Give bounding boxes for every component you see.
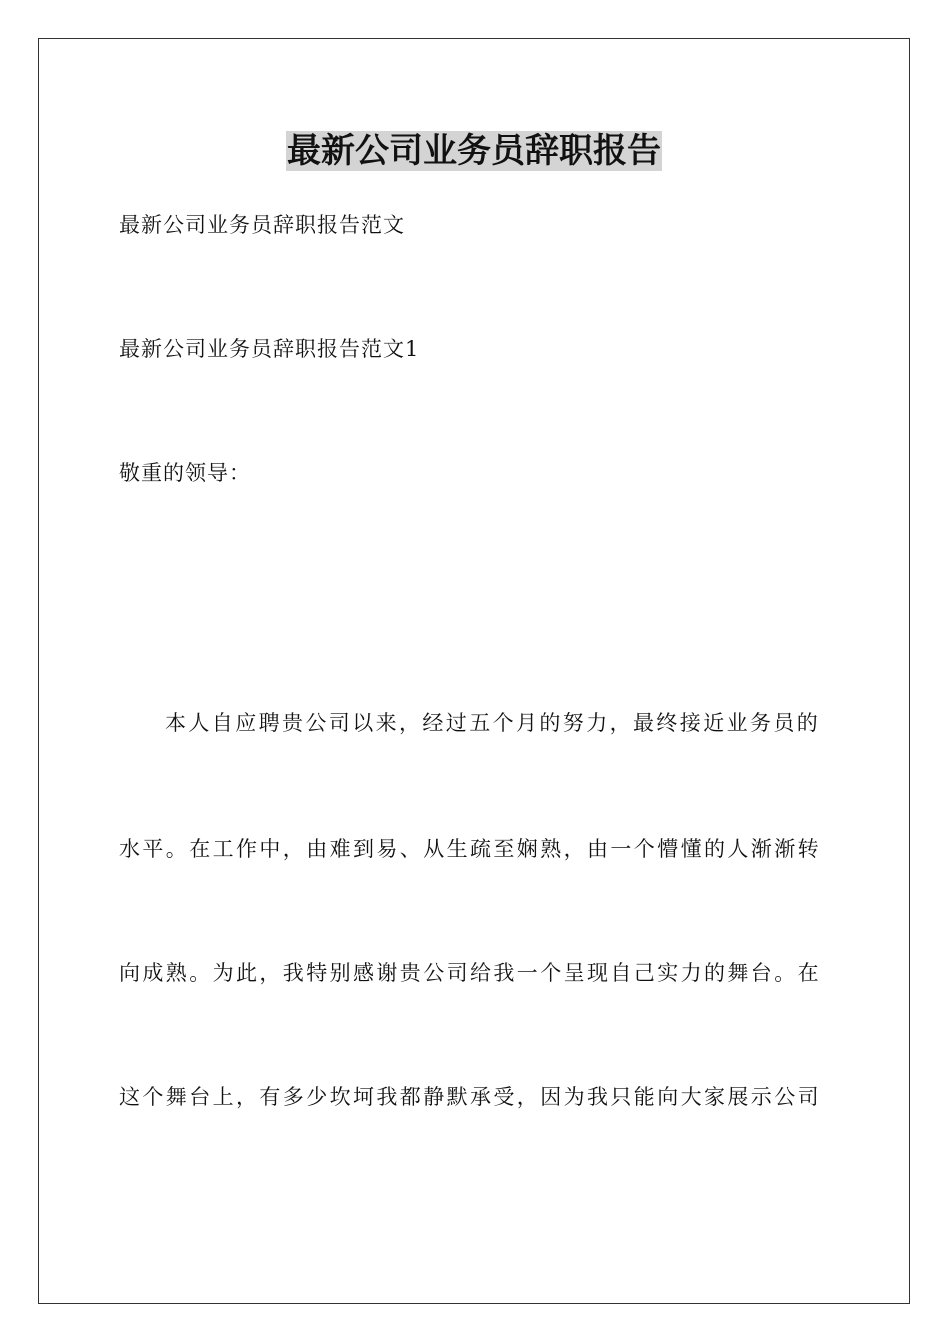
section-heading: 最新公司业务员辞职报告范文1 [119,337,420,361]
body-line-2: 水平。在工作中，由难到易、从生疏至娴熟，由一个懵懂的人渐渐转 [119,837,821,861]
body-line-4: 这个舞台上，有多少坎坷我都静默承受，因为我只能向大家展示公司 [119,1085,821,1109]
document-title: 最新公司业务员辞职报告 [287,131,661,171]
body-line-3: 向成熟。为此，我特别感谢贵公司给我一个呈现自己实力的舞台。在 [119,961,821,985]
title-container [39,131,909,171]
body-line-1: 本人自应聘贵公司以来，经过五个月的努力，最终接近业务员的 [165,711,821,735]
document-page [38,38,910,1304]
document-subtitle: 最新公司业务员辞职报告范文 [119,213,405,237]
salutation: 敬重的领导： [119,461,251,485]
